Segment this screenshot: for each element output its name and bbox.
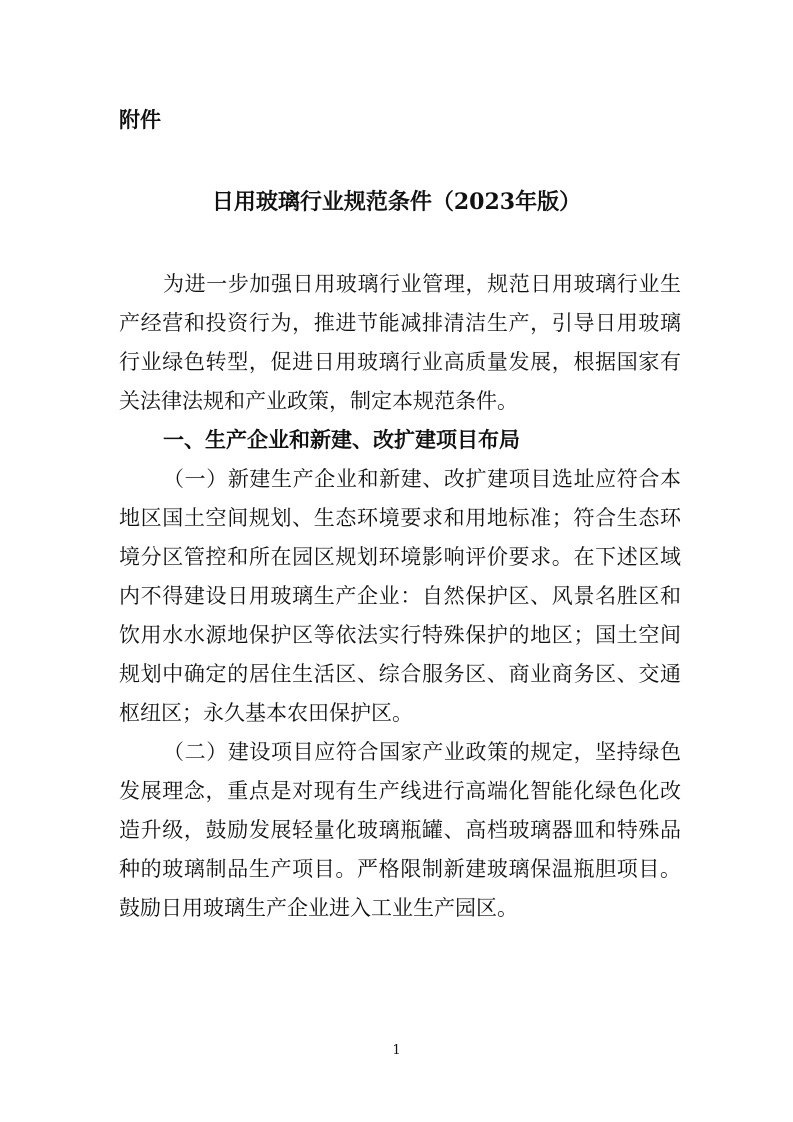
text-line: 地区国土空间规划、生态环境要求和用地标准；符合生态环	[119, 506, 681, 530]
text-line: 关法律法规和产业政策，制定本规范条件。	[119, 389, 518, 413]
text-line: 行业绿色转型，促进日用玻璃行业高质量发展，根据国家有	[119, 350, 681, 374]
text-line: 内不得建设日用玻璃生产企业：自然保护区、风景名胜区和	[119, 584, 681, 608]
annex-label: 附件	[119, 108, 161, 132]
section-heading	[119, 421, 681, 460]
text-line: 发展理念，重点是对现有生产线进行高端化智能化绿色化改	[119, 779, 681, 803]
paragraph	[119, 733, 681, 928]
text-line: 饮用水水源地保护区等依法实行特殊保护的地区；国土空间	[119, 623, 681, 647]
page-number: 1	[392, 1043, 401, 1058]
text-line: 境分区管控和所在园区规划环境影响评价要求。在下述区域	[119, 545, 681, 569]
paragraph	[119, 460, 681, 733]
text-line: 产经营和投资行为，推进节能减排清洁生产，引导日用玻璃	[119, 311, 681, 335]
text-line: 鼓励日用玻璃生产企业进入工业生产园区。	[119, 896, 518, 920]
text-line: 造升级，鼓励发展轻量化玻璃瓶罐、高档玻璃器皿和特殊品	[119, 818, 681, 842]
document-body	[119, 265, 681, 928]
text-line: 规划中确定的居住生活区、综合服务区、商业商务区、交通	[119, 662, 681, 686]
text-line: （二）建设项目应符合国家产业政策的规定，坚持绿色	[163, 740, 681, 764]
text-line: 一、生产企业和新建、改扩建项目布局	[163, 428, 520, 452]
paragraph	[119, 265, 681, 421]
text-line: 为进一步加强日用玻璃行业管理，规范日用玻璃行业生	[163, 272, 681, 296]
text-line: （一）新建生产企业和新建、改扩建项目选址应符合本	[163, 467, 681, 491]
document-title: 日用玻璃行业规范条件（2023年版）	[211, 189, 582, 215]
text-line: 种的玻璃制品生产项目。严格限制新建玻璃保温瓶胆项目。	[119, 857, 681, 881]
text-line: 枢纽区；永久基本农田保护区。	[119, 701, 413, 725]
